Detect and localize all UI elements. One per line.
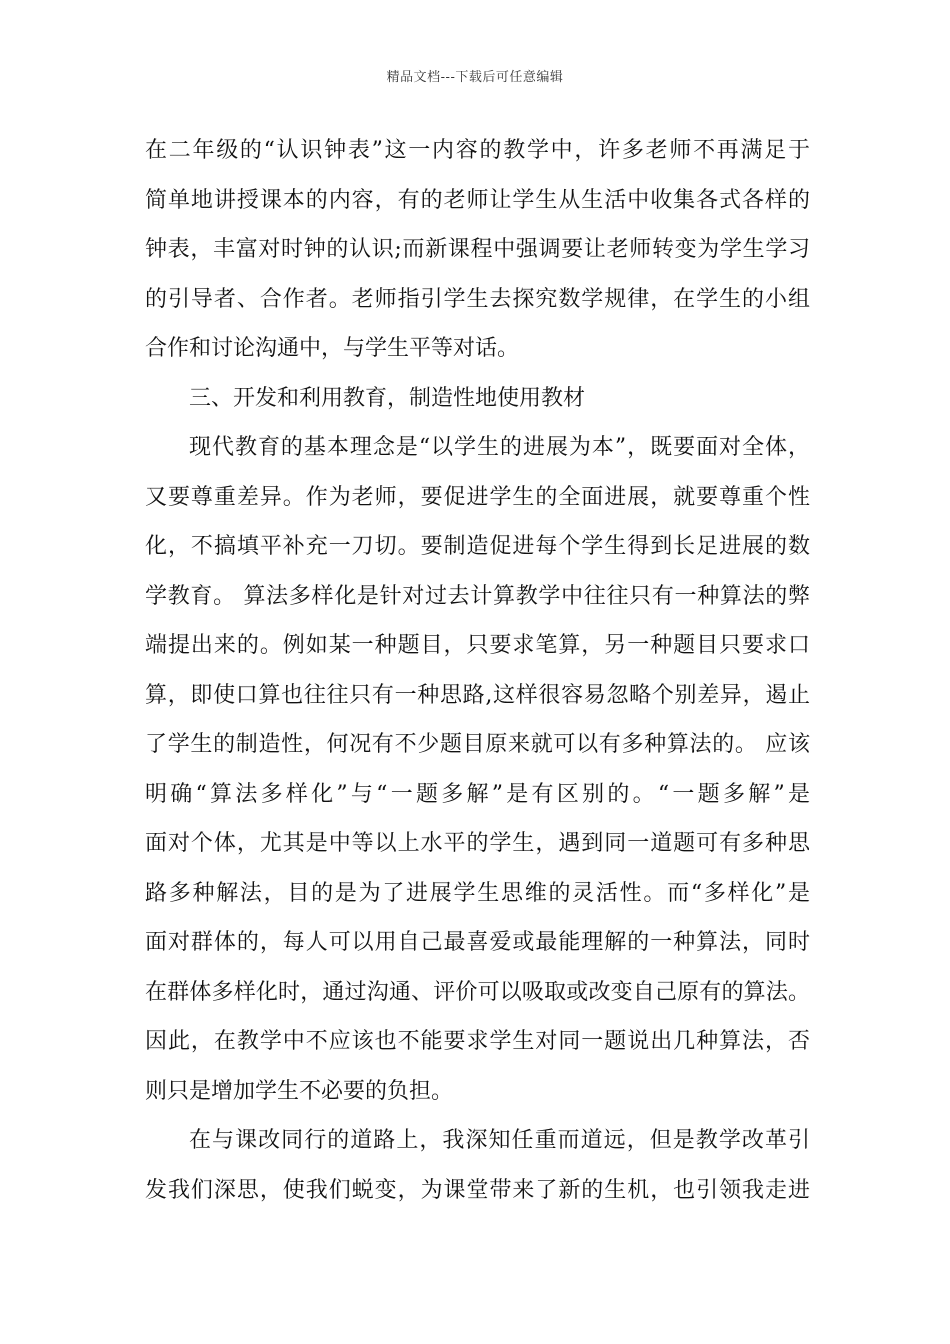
text-line: 的引导者、合作者。老师指引学生去探究数学规律，在学生的小组	[145, 286, 810, 312]
text-line: 明确“算法多样化”与“一题多解”是有区别的。“一题多解”是	[145, 781, 810, 807]
text-line: 在二年级的“认识钟表”这一内容的教学中，许多老师不再满足于	[145, 138, 810, 163]
text-line: 端提出来的。例如某一种题目，只要求笔算，另一种题目只要求口	[145, 633, 810, 658]
text-line: 在与课改同行的道路上，我深知任重而道远，但是教学改革引	[189, 1128, 810, 1153]
text-line: 了学生的制造性，何况有不少题目原来就可以有多种算法的。 应该	[145, 732, 810, 757]
text-line: 面对个体，尤其是中等以上水平的学生，遇到同一道题可有多种思	[145, 831, 810, 856]
text-line: 化，不搞填平补充一刀切。要制造促进每个学生得到长足进展的数	[145, 534, 810, 559]
text-line: 发我们深思，使我们蜕变，为课堂带来了新的生机，也引领我走进	[145, 1177, 810, 1203]
text-line: 又要尊重差异。作为老师，要促进学生的全面进展，就要尊重个性	[145, 484, 810, 510]
text-line: 则只是增加学生不必要的负担。	[145, 1078, 454, 1104]
page-header: 精品文档---下载后可任意编辑	[386, 70, 564, 85]
document-body	[145, 126, 810, 1215]
text-line: 学教育。 算法多样化是针对过去计算教学中往往只有一种算法的弊	[145, 583, 810, 609]
text-line: 面对群体的，每人可以用自己最喜爱或最能理解的一种算法，同时	[145, 930, 810, 955]
section-heading: 三、开发和利用教育，制造性地使用教材	[189, 385, 586, 411]
text-line: 现代教育的基本理念是“以学生的进展为本”，既要面对全体，	[189, 435, 810, 460]
text-line: 简单地讲授课本的内容，有的老师让学生从生活中收集各式各样的	[145, 187, 810, 213]
text-line: 路多种解法，目的是为了进展学生思维的灵活性。而“多样化”是	[145, 880, 810, 906]
text-line: 钟表，丰富对时钟的认识;而新课程中强调要让老师转变为学生学习	[145, 237, 810, 262]
text-line: 合作和讨论沟通中，与学生平等对话。	[145, 336, 520, 361]
text-line: 算，即使口算也往往只有一种思路,这样很容易忽略个别差异，遏止	[145, 682, 810, 708]
text-line: 因此，在教学中不应该也不能要求学生对同一题说出几种算法，否	[145, 1029, 810, 1054]
text-line: 在群体多样化时，通过沟通、评价可以吸取或改变自己原有的算法。	[145, 979, 810, 1005]
